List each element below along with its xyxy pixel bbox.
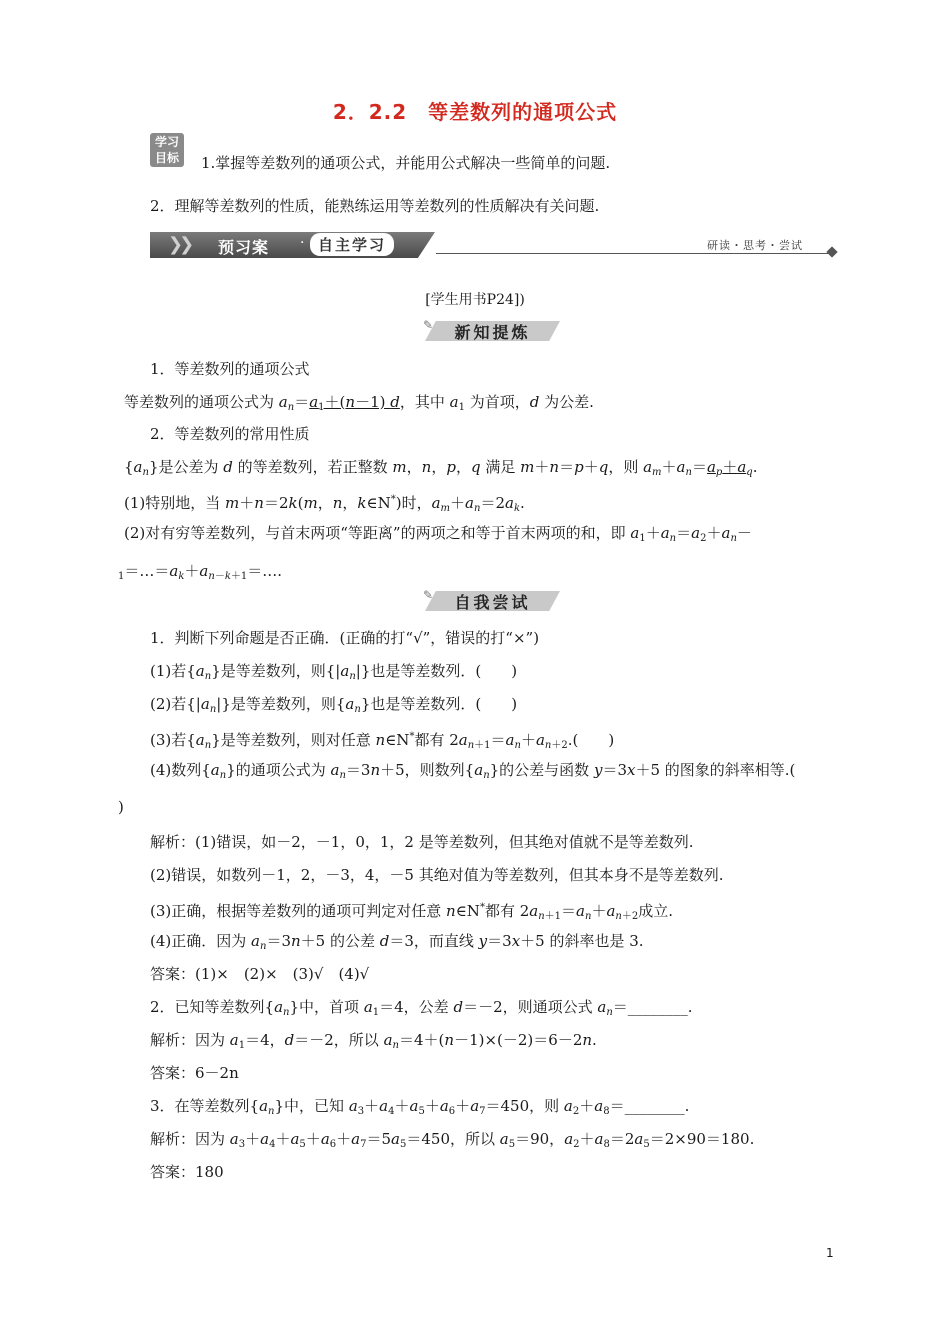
book-reference: [学生用书P24]): [425, 292, 525, 308]
banner-label: 预习案: [218, 238, 270, 257]
property-3: (2)对有穷等差数列，与首末两项“等距离”的两项之和等于首末两项的和，即 $a_1+a_n=a_2+a_n-$: [124, 524, 752, 544]
q3-prompt: 3．在等差数列$\{a_n\}$中，已知 $a_3+a_4+a_5+a_6+a_7=450$，则 $a_2+a_8=\_\_\_\_\_\_\_\_$.: [150, 1097, 690, 1117]
q1-item-3: (3)若$\{a_n\}$是等差数列，则对任意 n∈N*都有 $2a_{n+1}=a_n+a_{n+2}$.( ): [150, 731, 615, 751]
property-3-cont: $_1=\dots=a_k+a_{n-k+1}=\dots$.: [118, 562, 283, 582]
objective-2: 2．理解等差数列的性质，能熟练运用等差数列的性质解决有关问题.: [150, 197, 600, 215]
q3-answer: 答案：180: [150, 1163, 224, 1181]
property-2: (1)特别地，当 m＋n＝2k(m，n，k∈N*)时，$a_m+a_n=2a_k$.: [124, 494, 525, 514]
q1-item-2: (2)若$\{|a_n|\}$是等差数列，则$\{a_n\}$也是等差数列．( ): [150, 695, 518, 715]
pencil-icon: ✎: [423, 588, 434, 602]
preview-banner: [150, 230, 838, 260]
q2-analysis: 解析：因为 $a_1=4$，d＝－2，所以 $a_n=4+(n-1)\times(-2)=6-2n$.: [150, 1031, 597, 1051]
property-1: $\{a_n\}$是公差为 d 的等差数列，若正整数 m，n，p，q 满足 m＋n＝p＋q，则 $a_m+a_n=a_p+a_q$.: [124, 458, 758, 478]
badge-line2: 目标: [154, 151, 179, 165]
objective-1: 1.掌握等差数列的通项公式，并能用公式解决一些简单的问题.: [201, 154, 611, 172]
chevron-right-icon: ❯❯: [168, 234, 191, 255]
banner-right-label: 研读・思考・尝试: [707, 239, 803, 252]
q2-answer: 答案：6－2n: [150, 1064, 239, 1082]
q1-answer: 答案：(1)× (2)× (3)√ (4)√: [150, 965, 370, 983]
q1-item-4-cont: ): [118, 798, 124, 816]
section-title: 新知提炼: [454, 323, 531, 342]
diamond-icon: [826, 246, 837, 257]
q1-prompt: 1．判断下列命题是否正确．(正确的打“√”，错误的打“×”): [150, 629, 540, 647]
pencil-icon: ✎: [423, 318, 434, 332]
general-term-formula: 等差数列的通项公式为 $a_n=a_1+(n-1)$ d，其中 $a_1$ 为首项，d 为公差.: [124, 393, 594, 413]
knowledge-heading-2: 2．等差数列的常用性质: [150, 425, 310, 443]
property-3-lead: (2)对有穷等差数列，与首末两项“等距离”的两项之和等于首末两项的和，即: [124, 524, 626, 542]
page-number: 1: [826, 1246, 834, 1260]
knowledge-heading-1: 1．等差数列的通项公式: [150, 360, 310, 378]
q1-analysis-3: (3)正确，根据等差数列的通项可判定对任意 n∈N*都有 $2a_{n+1}=a_n+a_{n+2}$成立.: [150, 902, 674, 922]
q3-analysis: 解析：因为 $a_3+a_4+a_5+a_6+a_7=5a_5=450$，所以 $a_5=90$，$a_2+a_8=2a_5=2\times 90=180$.: [150, 1130, 755, 1150]
section-self-test: [425, 588, 560, 614]
q1-analysis-1: 解析：(1)错误，如－2，－1，0，1，2 是等差数列，但其绝对值就不是等差数列.: [150, 833, 694, 851]
banner-dot: ·: [300, 235, 305, 251]
banner-rule: [436, 253, 828, 254]
badge-line1: 学习: [154, 135, 179, 149]
q1-item-4: (4)数列$\{a_n\}$的通项公式为 $a_n=3n+5$，则数列$\{a_n\}$的公差与函数 y＝3x＋5 的图象的斜率相等.(: [150, 761, 796, 781]
learning-goal-badge: [150, 133, 184, 167]
banner-pill: 自主学习: [310, 233, 394, 256]
q1-item-1: (1)若$\{a_n\}$是等差数列，则$\{|a_n|\}$也是等差数列．( ): [150, 662, 518, 682]
section-title: 自我尝试: [454, 593, 531, 612]
q1-analysis-4: (4)正确．因为 $a_n=3n+5$ 的公差 d＝3，而直线 y＝3x＋5 的斜率也是 3.: [150, 932, 644, 952]
property-2-lead: (1)特别地，当: [124, 494, 221, 512]
q2-prompt: 2．已知等差数列$\{a_n\}$中，首项 $a_1=4$，公差 d＝－2，则通项公式 $a_n=\_\_\_\_\_\_\_\_$.: [150, 998, 693, 1018]
section-new-knowledge: [425, 318, 560, 344]
page-title: 2．2.2 等差数列的通项公式: [332, 100, 618, 124]
q1-analysis-2: (2)错误，如数列－1，2，－3，4，－5 其绝对值为等差数列，但其本身不是等差数列.: [150, 866, 724, 884]
